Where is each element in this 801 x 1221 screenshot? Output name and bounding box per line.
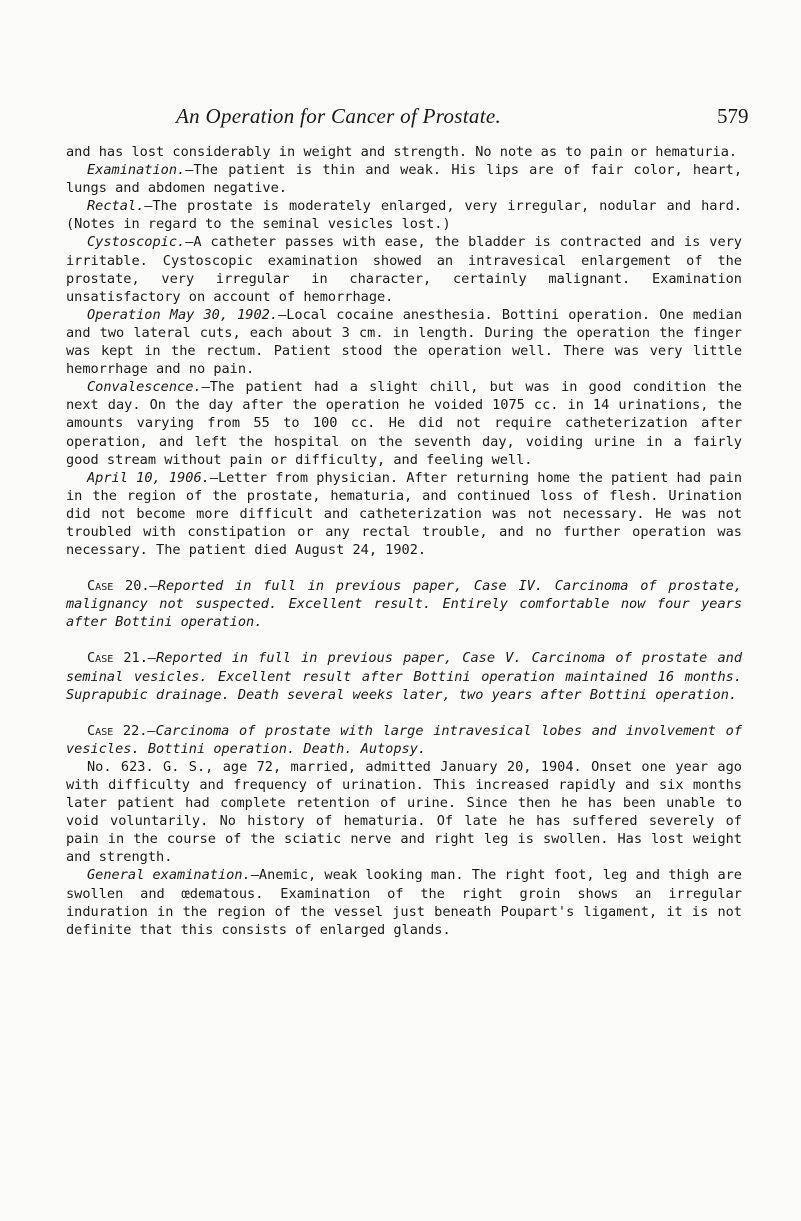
section-lead: Convalescence. [87, 379, 202, 396]
case-label: Case 21. [87, 650, 148, 667]
running-title: An Operation for Cancer of Prostate. [176, 104, 501, 128]
case-22-history: No. 623. G. S., age 72, married, admitted January 20, 1904. Onset one year ago with difficulty and frequency of urination. This increased rapidly and six months later patient had complete retention of urine. Since then he has been unable to void voluntarily. No history of hematuria. Of late he has suffered severely of pain in the course of the sciatic nerve and right leg is swollen. Has lost weight and strength. [66, 758, 742, 866]
paragraph-rectal [66, 197, 742, 233]
paragraph-text: —The patient is thin and weak. His lips are of fair color, heart, lungs and abdomen negative. [66, 162, 742, 197]
case-label: Case 22. [87, 722, 148, 739]
case-summary: —Reported in full in previous paper, Case V. Carcinoma of prostate and seminal vesicles. Excellent result after Bottini operation maintained 16 months. Suprapubic drainage. Death several weeks later, two years after Bottini operation. [66, 650, 743, 703]
paragraph-convalescence [66, 378, 742, 468]
paragraph-text: —The prostate is moderately enlarged, very irregular, nodular and hard. (Notes in regard to the seminal vesicles lost.) [66, 198, 742, 233]
paragraph-examination [66, 161, 742, 197]
case-21 [66, 649, 742, 703]
case-20 [66, 577, 742, 631]
running-header [0, 104, 801, 130]
paragraph-text: —Anemic, weak looking man. The right foot, leg and thigh are swollen and œdematous. Examination of the right groin shows an irregular induration in the region of the vessel just beneath Poupart's ligament, it is not definite that this consists of enlarged glands. [66, 867, 742, 938]
paragraph-cystoscopic [66, 233, 742, 305]
section-lead: April 10, 1906. [87, 469, 210, 486]
section-lead: Examination. [87, 162, 186, 179]
page-number: 579 [717, 104, 749, 128]
case-label: Case 20. [87, 578, 150, 595]
case-summary: —Reported in full in previous paper, Case IV. Carcinoma of prostate, malignancy not suspected. Excellent result. Entirely comfortable now four years after Bottini operation. [66, 578, 742, 631]
paragraph-text: —The patient had a slight chill, but was in good condition the next day. On the day after the operation he voided 1075 cc. in 14 urinations, the amounts varying from 55 to 100 cc. He did not require catheterization after operation, and left the hospital on the seventh day, voiding urine in a fairly good stream without pain or difficulty, and feeling well. [66, 379, 742, 468]
section-lead: Operation May 30, 1902. [87, 306, 279, 323]
paragraph: and has lost considerably in weight and strength. No note as to pain or hematuria. [66, 144, 738, 160]
section-lead: General examination. [87, 867, 251, 884]
paragraph-text: —Letter from physician. After returning home the patient had pain in the region of the prostate, hematuria, and continued loss of flesh. Urination did not become more difficult and catheterization was not necessary. He was not troubled with constipation or any rectal trouble, and no further operation was necessary. The patient died August 24, 1902. [66, 469, 742, 559]
case-22-examination [66, 866, 742, 938]
paragraph-text: —A catheter passes with ease, the bladder is contracted and is very irritable. Cystoscopic examination showed an intravesical enlargement of the prostate, very irregular in character, certainly malignant. Examination unsatisfactory on account of hemorrhage. [66, 234, 742, 305]
paragraph-operation [66, 306, 742, 378]
paragraph-letter [66, 469, 742, 559]
case-summary: —Carcinoma of prostate with large intravesical lobes and involvement of vesicles. Bottini operation. Death. Autopsy. [66, 722, 743, 757]
paragraph-text: —Local cocaine anesthesia. Bottini operation. One median and two lateral cuts, each about 3 cm. in length. During the operation the finger was kept in the rectum. Patient stood the operation well. There was very little hemorrhage and no pain. [66, 306, 742, 378]
section-lead: Cystoscopic. [87, 234, 186, 251]
body-text [66, 143, 742, 939]
case-22 [66, 722, 742, 758]
section-lead: Rectal. [87, 198, 145, 215]
